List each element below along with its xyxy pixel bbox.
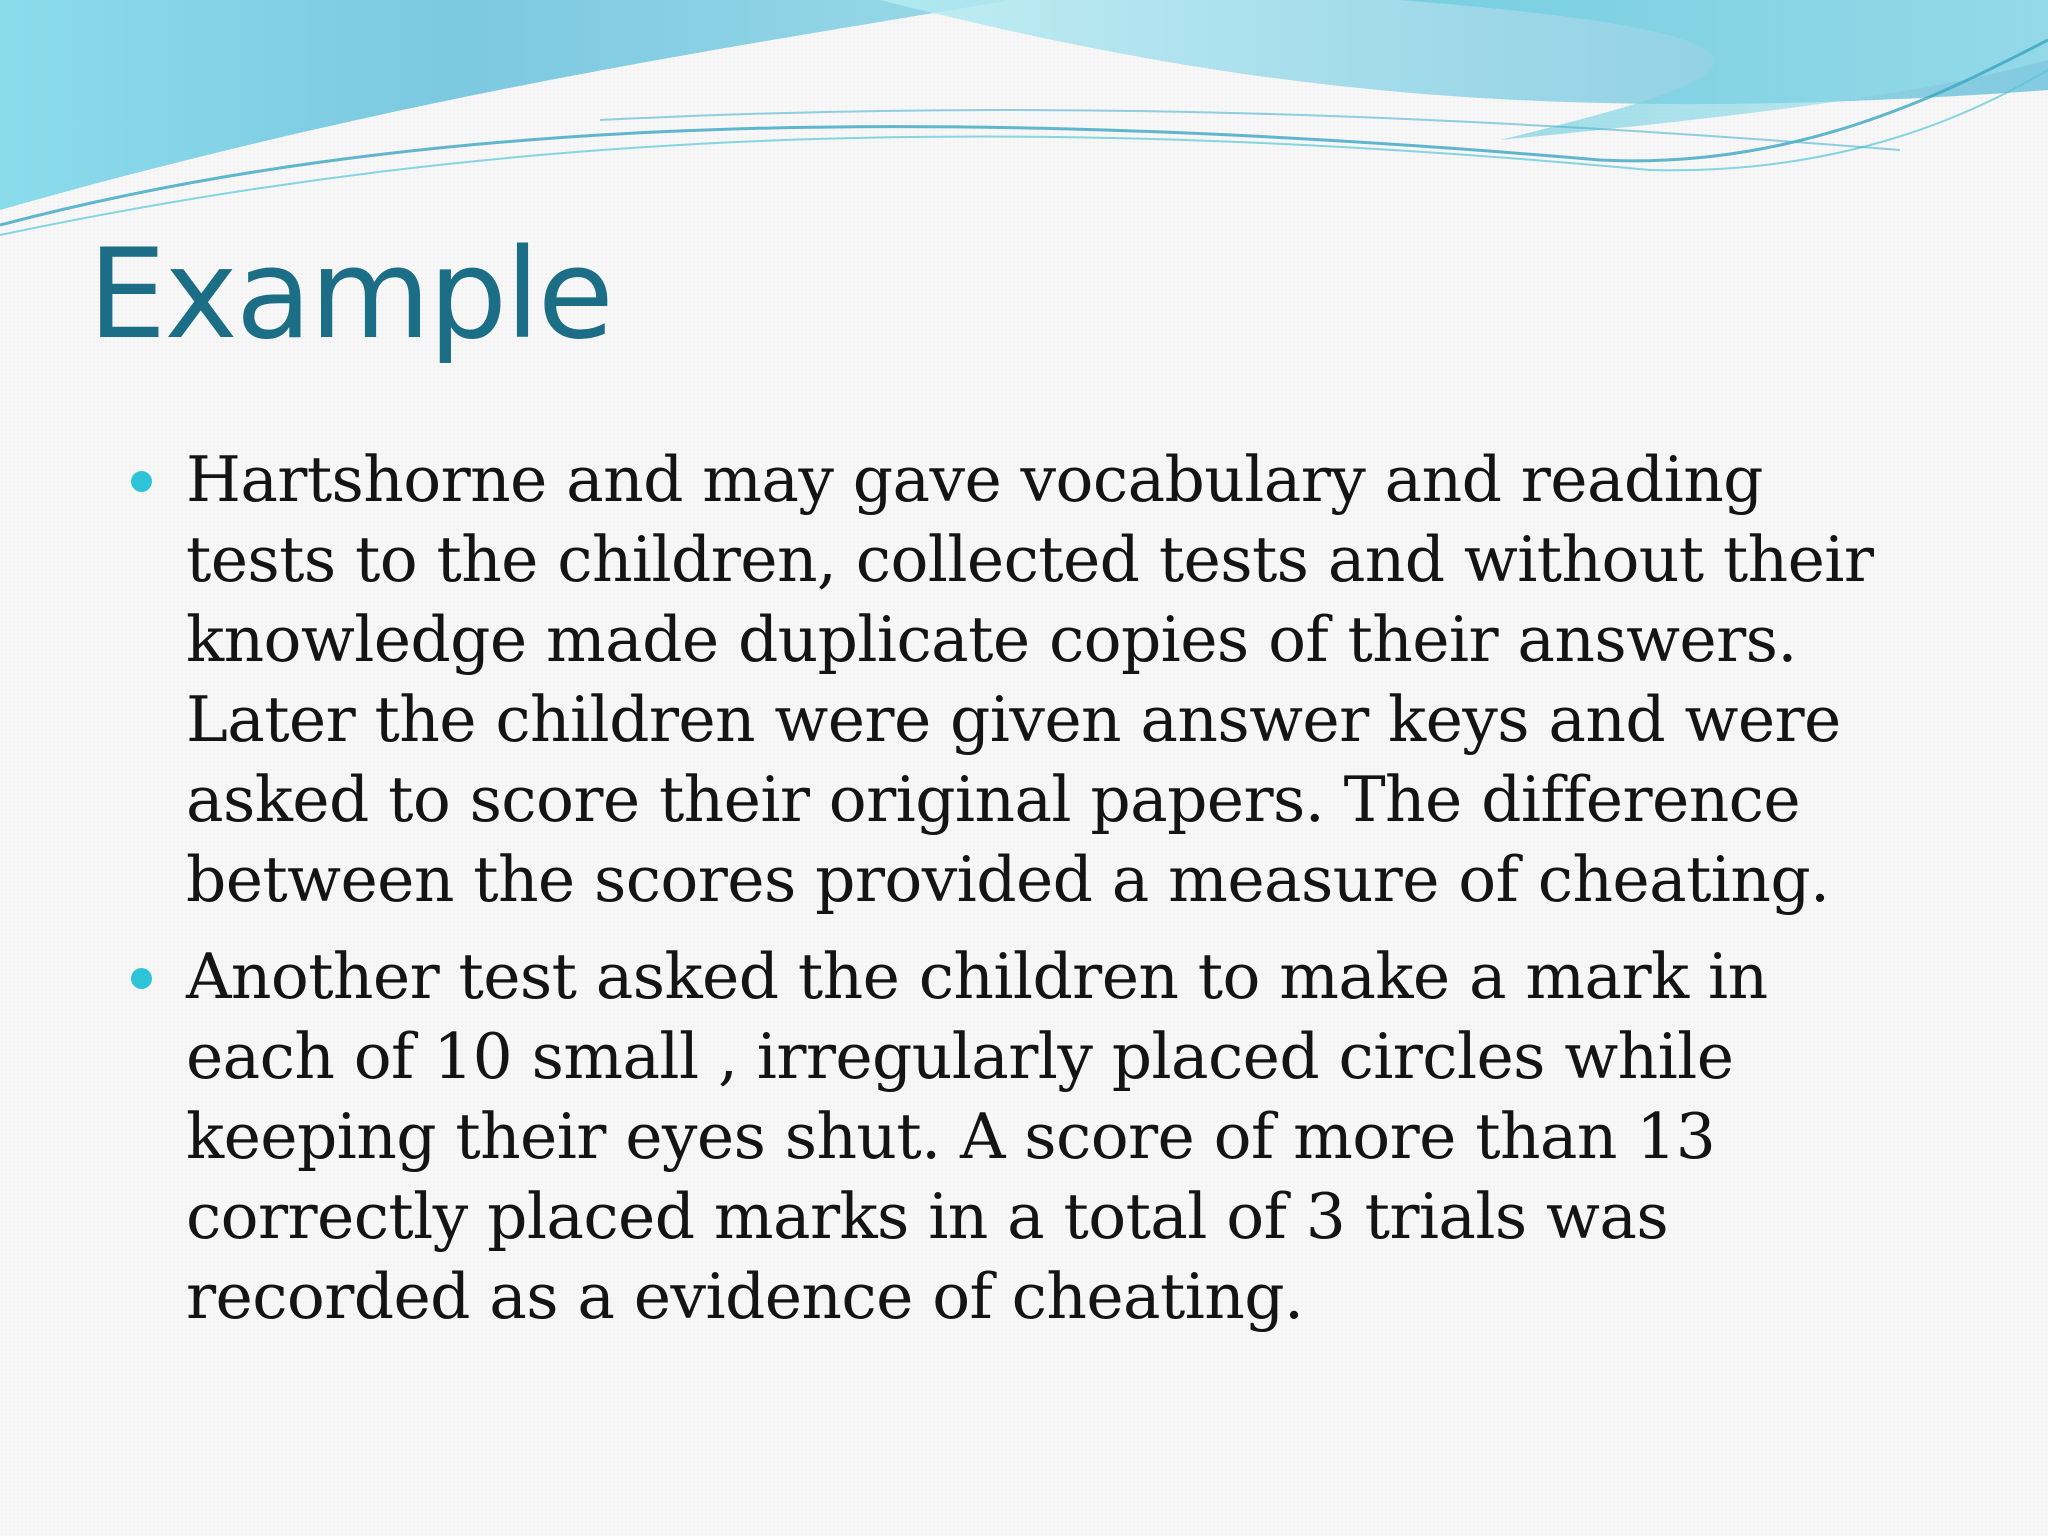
bullet-list bbox=[128, 440, 1928, 1354]
bullet-item bbox=[128, 440, 1928, 920]
bullet-item bbox=[128, 937, 1928, 1337]
bullet-dot-icon bbox=[131, 968, 152, 989]
bullet-text: Hartshorne and may gave vocabulary and reading tests to the children, collected tests and without their knowledge made duplicate copies of their answers. Later the children were given answer keys and were asked to score their original papers. The difference between the scores provided a measure of cheating. bbox=[186, 443, 1874, 916]
bullet-text: Another test asked the children to make a mark in each of 10 small , irregularly placed circles while keeping their eyes shut. A score of more than 13 correctly placed marks in a total of 3 trials was recorded as a evidence of cheating. bbox=[186, 940, 1768, 1333]
header-wave-decoration bbox=[0, 0, 2048, 240]
slide-title: Example bbox=[88, 223, 612, 367]
bullet-dot-icon bbox=[131, 471, 152, 492]
